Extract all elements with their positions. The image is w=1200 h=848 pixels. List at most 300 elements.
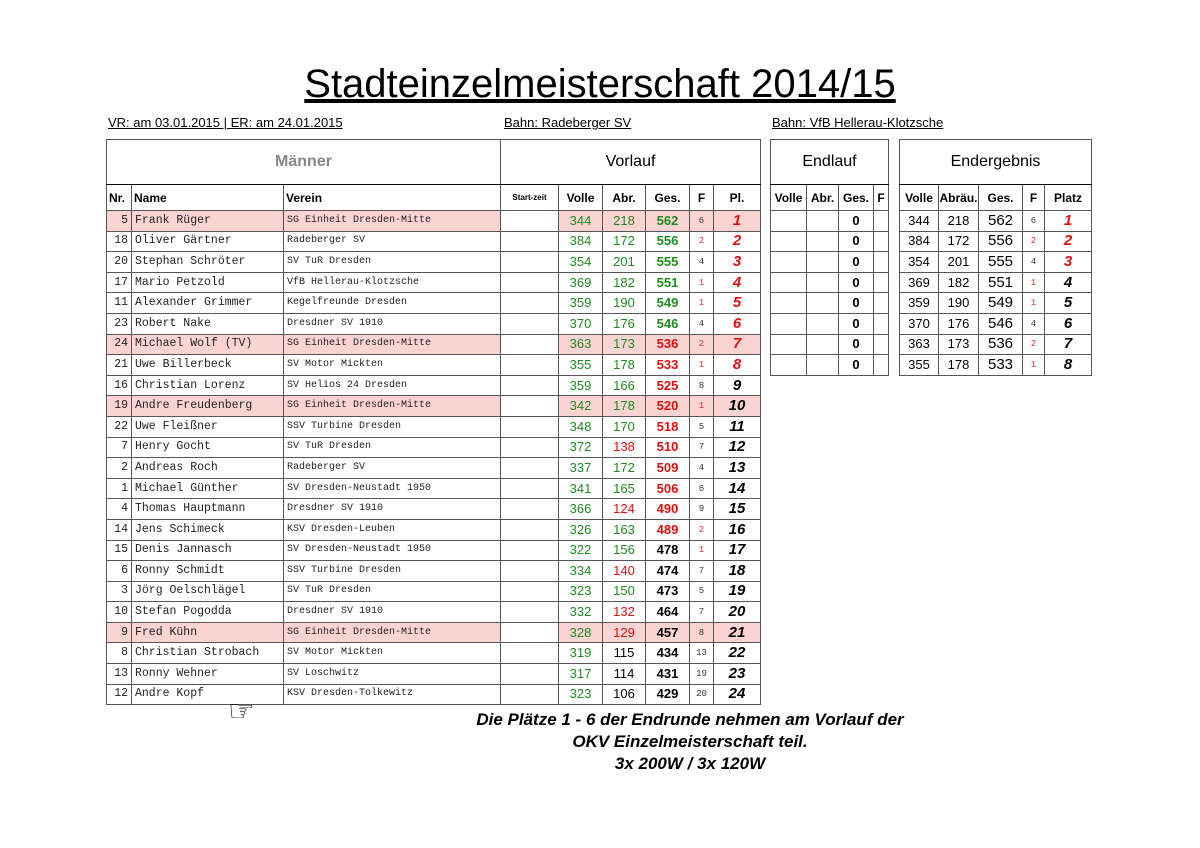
row-start-time bbox=[501, 499, 559, 520]
table-row bbox=[107, 478, 761, 499]
row-verein: SV TuR Dresden bbox=[284, 252, 501, 273]
note-line-1: Die Plätze 1 - 6 der Endrunde nehmen am Vorlauf der bbox=[476, 710, 904, 729]
row-f: 2 bbox=[1023, 334, 1045, 355]
row-f: 1 bbox=[690, 355, 714, 376]
row-abr: 201 bbox=[603, 252, 646, 273]
row-start-time bbox=[501, 581, 559, 602]
note-line-3: 3x 200W / 3x 120W bbox=[614, 754, 766, 773]
row-volle: 323 bbox=[559, 684, 603, 705]
row-verein: Kegelfreunde Dresden bbox=[284, 293, 501, 314]
table-row bbox=[107, 458, 761, 479]
row-abr: 115 bbox=[603, 643, 646, 664]
row-volle: 322 bbox=[559, 540, 603, 561]
row-platz: 2 bbox=[1045, 231, 1092, 252]
row-f: 4 bbox=[1023, 313, 1045, 334]
row-nr: 11 bbox=[107, 293, 132, 314]
row-ges: 562 bbox=[979, 211, 1023, 232]
row-f: 9 bbox=[690, 499, 714, 520]
row-volle: 334 bbox=[559, 561, 603, 582]
qualification-note bbox=[380, 709, 1000, 775]
row-name: Mario Petzold bbox=[132, 272, 284, 293]
row-volle bbox=[771, 231, 807, 252]
table-row bbox=[107, 540, 761, 561]
table-row bbox=[107, 272, 761, 293]
row-platz: 9 bbox=[714, 375, 761, 396]
endlauf-label: Endlauf bbox=[771, 140, 889, 185]
row-f: 1 bbox=[690, 540, 714, 561]
row-start-time bbox=[501, 540, 559, 561]
row-abr: 172 bbox=[603, 458, 646, 479]
table-row bbox=[771, 355, 889, 376]
page-title: Stadteinzelmeisterschaft 2014/15 bbox=[304, 62, 896, 106]
endlauf-col-volle: Volle bbox=[771, 185, 807, 211]
pointing-hand-icon: ☞ bbox=[228, 695, 255, 728]
row-abr: 173 bbox=[939, 334, 979, 355]
row-name: Stefan Pogodda bbox=[132, 602, 284, 623]
row-f: 8 bbox=[690, 622, 714, 643]
table-row bbox=[771, 272, 889, 293]
row-nr: 20 bbox=[107, 252, 132, 273]
row-abr: 182 bbox=[939, 272, 979, 293]
row-ges: 533 bbox=[979, 355, 1023, 376]
table-row bbox=[107, 252, 761, 273]
row-f: 7 bbox=[690, 561, 714, 582]
row-abr bbox=[807, 231, 839, 252]
row-ges: 506 bbox=[646, 478, 690, 499]
row-ges: 429 bbox=[646, 684, 690, 705]
table-row bbox=[107, 396, 761, 417]
row-start-time bbox=[501, 437, 559, 458]
row-verein: SV Dresden-Neustadt 1950 bbox=[284, 540, 501, 561]
row-f: 1 bbox=[1023, 272, 1045, 293]
row-name: Andreas Roch bbox=[132, 458, 284, 479]
table-row bbox=[107, 211, 761, 232]
row-f: 13 bbox=[690, 643, 714, 664]
row-nr: 14 bbox=[107, 519, 132, 540]
row-nr: 5 bbox=[107, 211, 132, 232]
row-name: Frank Rüger bbox=[132, 211, 284, 232]
row-platz: 8 bbox=[1045, 355, 1092, 376]
row-start-time bbox=[501, 355, 559, 376]
row-nr: 7 bbox=[107, 437, 132, 458]
row-abr bbox=[807, 334, 839, 355]
row-platz: 19 bbox=[714, 581, 761, 602]
row-name: Andre Freudenberg bbox=[132, 396, 284, 417]
row-f: 7 bbox=[690, 602, 714, 623]
row-platz: 6 bbox=[714, 313, 761, 334]
row-f bbox=[874, 272, 889, 293]
endergebnis-col-ges: Ges. bbox=[979, 185, 1023, 211]
row-verein: SV Dresden-Neustadt 1950 bbox=[284, 478, 501, 499]
row-nr: 15 bbox=[107, 540, 132, 561]
row-name: Andre Kopf bbox=[132, 684, 284, 705]
row-abr: 218 bbox=[939, 211, 979, 232]
row-nr: 16 bbox=[107, 375, 132, 396]
row-f bbox=[874, 313, 889, 334]
table-row bbox=[900, 334, 1092, 355]
row-start-time bbox=[501, 416, 559, 437]
row-abr: 201 bbox=[939, 252, 979, 273]
row-ges: 536 bbox=[979, 334, 1023, 355]
row-ges: 549 bbox=[646, 293, 690, 314]
row-ges: 478 bbox=[646, 540, 690, 561]
row-volle bbox=[771, 293, 807, 314]
col-header-verein: Verein bbox=[284, 185, 501, 211]
table-row bbox=[900, 313, 1092, 334]
row-platz: 22 bbox=[714, 643, 761, 664]
row-f: 2 bbox=[690, 334, 714, 355]
row-start-time bbox=[501, 519, 559, 540]
endlauf-col-ges: Ges. bbox=[839, 185, 874, 211]
col-header-name: Name bbox=[132, 185, 284, 211]
row-start-time bbox=[501, 211, 559, 232]
row-abr: 150 bbox=[603, 581, 646, 602]
row-volle: 342 bbox=[559, 396, 603, 417]
row-nr: 23 bbox=[107, 313, 132, 334]
row-f bbox=[874, 231, 889, 252]
row-name: Stephan Schröter bbox=[132, 252, 284, 273]
row-verein: SV Motor Mickten bbox=[284, 643, 501, 664]
row-verein: SV TuR Dresden bbox=[284, 437, 501, 458]
row-nr: 13 bbox=[107, 664, 132, 685]
row-start-time bbox=[501, 478, 559, 499]
row-volle: 332 bbox=[559, 602, 603, 623]
row-f: 1 bbox=[1023, 293, 1045, 314]
table-row bbox=[771, 334, 889, 355]
col-header-nr: Nr. bbox=[107, 185, 132, 211]
row-f: 6 bbox=[690, 478, 714, 499]
table-row bbox=[771, 252, 889, 273]
row-volle: 369 bbox=[900, 272, 939, 293]
row-volle: 341 bbox=[559, 478, 603, 499]
table-row bbox=[900, 252, 1092, 273]
row-abr: 129 bbox=[603, 622, 646, 643]
row-volle: 359 bbox=[900, 293, 939, 314]
row-verein: SSV Turbine Dresden bbox=[284, 561, 501, 582]
vorlauf-label: Vorlauf bbox=[501, 140, 761, 185]
row-name: Fred Kühn bbox=[132, 622, 284, 643]
row-ges: 0 bbox=[839, 231, 874, 252]
row-nr: 1 bbox=[107, 478, 132, 499]
row-nr: 19 bbox=[107, 396, 132, 417]
endlauf-table bbox=[770, 139, 889, 376]
row-f bbox=[874, 355, 889, 376]
row-ges: 556 bbox=[646, 231, 690, 252]
row-abr: 190 bbox=[603, 293, 646, 314]
row-platz: 4 bbox=[714, 272, 761, 293]
row-platz: 4 bbox=[1045, 272, 1092, 293]
row-ges: 510 bbox=[646, 437, 690, 458]
row-f: 1 bbox=[1023, 355, 1045, 376]
row-name: Jörg Oelschlägel bbox=[132, 581, 284, 602]
row-f bbox=[874, 252, 889, 273]
row-platz: 24 bbox=[714, 684, 761, 705]
row-platz: 1 bbox=[1045, 211, 1092, 232]
row-volle: 328 bbox=[559, 622, 603, 643]
row-volle: 370 bbox=[559, 313, 603, 334]
row-abr bbox=[807, 293, 839, 314]
row-volle: 369 bbox=[559, 272, 603, 293]
row-abr: 218 bbox=[603, 211, 646, 232]
row-name: Christian Lorenz bbox=[132, 375, 284, 396]
endergebnis-rows bbox=[900, 211, 1092, 376]
row-verein: SG Einheit Dresden-Mitte bbox=[284, 622, 501, 643]
row-ges: 518 bbox=[646, 416, 690, 437]
row-abr: 176 bbox=[939, 313, 979, 334]
row-volle: 384 bbox=[900, 231, 939, 252]
row-abr: 140 bbox=[603, 561, 646, 582]
row-abr bbox=[807, 355, 839, 376]
table-row bbox=[107, 313, 761, 334]
row-name: Michael Wolf (TV) bbox=[132, 334, 284, 355]
row-name: Thomas Hauptmann bbox=[132, 499, 284, 520]
row-volle: 354 bbox=[900, 252, 939, 273]
row-verein: VfB Hellerau-Klotzsche bbox=[284, 272, 501, 293]
row-f: 7 bbox=[690, 437, 714, 458]
group-label: Männer bbox=[107, 140, 501, 185]
row-abr: 165 bbox=[603, 478, 646, 499]
row-abr: 182 bbox=[603, 272, 646, 293]
row-abr: 176 bbox=[603, 313, 646, 334]
row-name: Oliver Gärtner bbox=[132, 231, 284, 252]
row-ges: 0 bbox=[839, 334, 874, 355]
row-abr: 178 bbox=[603, 355, 646, 376]
row-f: 6 bbox=[1023, 211, 1045, 232]
row-abr: 172 bbox=[603, 231, 646, 252]
row-volle bbox=[771, 211, 807, 232]
row-platz: 5 bbox=[714, 293, 761, 314]
row-name: Alexander Grimmer bbox=[132, 293, 284, 314]
row-verein: KSV Dresden-Tolkewitz bbox=[284, 684, 501, 705]
row-abr: 170 bbox=[603, 416, 646, 437]
table-row bbox=[107, 684, 761, 705]
row-verein: SV Loschwitz bbox=[284, 664, 501, 685]
row-ges: 556 bbox=[979, 231, 1023, 252]
row-verein: SSV Turbine Dresden bbox=[284, 416, 501, 437]
row-name: Denis Jannasch bbox=[132, 540, 284, 561]
row-nr: 12 bbox=[107, 684, 132, 705]
row-volle: 384 bbox=[559, 231, 603, 252]
table-row bbox=[107, 499, 761, 520]
row-abr: 190 bbox=[939, 293, 979, 314]
col-header-start: Start-zeit bbox=[501, 185, 559, 211]
table-row bbox=[900, 211, 1092, 232]
row-name: Uwe Fleißner bbox=[132, 416, 284, 437]
table-row bbox=[107, 561, 761, 582]
row-platz: 6 bbox=[1045, 313, 1092, 334]
row-ges: 0 bbox=[839, 252, 874, 273]
row-nr: 6 bbox=[107, 561, 132, 582]
row-platz: 16 bbox=[714, 519, 761, 540]
row-start-time bbox=[501, 334, 559, 355]
row-platz: 17 bbox=[714, 540, 761, 561]
row-volle: 319 bbox=[559, 643, 603, 664]
row-platz: 3 bbox=[1045, 252, 1092, 273]
row-volle: 366 bbox=[559, 499, 603, 520]
table-row bbox=[107, 231, 761, 252]
row-verein: SV Motor Mickten bbox=[284, 355, 501, 376]
row-ges: 520 bbox=[646, 396, 690, 417]
row-nr: 3 bbox=[107, 581, 132, 602]
row-name: Ronny Schmidt bbox=[132, 561, 284, 582]
row-abr: 172 bbox=[939, 231, 979, 252]
table-row bbox=[107, 437, 761, 458]
row-ges: 536 bbox=[646, 334, 690, 355]
table-row bbox=[107, 334, 761, 355]
col-header-pl: Pl. bbox=[714, 185, 761, 211]
row-ges: 555 bbox=[979, 252, 1023, 273]
row-ges: 474 bbox=[646, 561, 690, 582]
row-ges: 525 bbox=[646, 375, 690, 396]
col-header-ges: Ges. bbox=[646, 185, 690, 211]
table-row bbox=[107, 519, 761, 540]
table-row bbox=[900, 293, 1092, 314]
row-verein: SG Einheit Dresden-Mitte bbox=[284, 334, 501, 355]
row-nr: 17 bbox=[107, 272, 132, 293]
row-start-time bbox=[501, 458, 559, 479]
row-volle: 355 bbox=[559, 355, 603, 376]
row-volle: 363 bbox=[559, 334, 603, 355]
row-start-time bbox=[501, 375, 559, 396]
vorlauf-table bbox=[106, 139, 761, 705]
row-platz: 13 bbox=[714, 458, 761, 479]
row-volle bbox=[771, 272, 807, 293]
table-row bbox=[107, 664, 761, 685]
row-abr: 163 bbox=[603, 519, 646, 540]
row-ges: 490 bbox=[646, 499, 690, 520]
row-abr: 138 bbox=[603, 437, 646, 458]
row-ges: 562 bbox=[646, 211, 690, 232]
table-row bbox=[900, 231, 1092, 252]
row-nr: 10 bbox=[107, 602, 132, 623]
row-abr: 178 bbox=[939, 355, 979, 376]
row-ges: 551 bbox=[646, 272, 690, 293]
col-header-f: F bbox=[690, 185, 714, 211]
row-platz: 15 bbox=[714, 499, 761, 520]
table-row bbox=[771, 231, 889, 252]
row-platz: 14 bbox=[714, 478, 761, 499]
row-nr: 18 bbox=[107, 231, 132, 252]
row-verein: SG Einheit Dresden-Mitte bbox=[284, 211, 501, 232]
row-ges: 0 bbox=[839, 293, 874, 314]
row-volle: 344 bbox=[900, 211, 939, 232]
table-row bbox=[771, 211, 889, 232]
row-platz: 20 bbox=[714, 602, 761, 623]
row-name: Uwe Billerbeck bbox=[132, 355, 284, 376]
table-row bbox=[771, 313, 889, 334]
row-f: 2 bbox=[690, 231, 714, 252]
row-f: 4 bbox=[690, 252, 714, 273]
row-volle bbox=[771, 313, 807, 334]
row-platz: 23 bbox=[714, 664, 761, 685]
note-line-2: OKV Einzelmeisterschaft teil. bbox=[572, 732, 808, 751]
row-f: 4 bbox=[690, 313, 714, 334]
row-verein: SV Helios 24 Dresden bbox=[284, 375, 501, 396]
endergebnis-table bbox=[899, 139, 1092, 376]
row-abr bbox=[807, 211, 839, 232]
row-abr: 132 bbox=[603, 602, 646, 623]
row-verein: KSV Dresden-Leuben bbox=[284, 519, 501, 540]
row-start-time bbox=[501, 272, 559, 293]
table-row bbox=[900, 355, 1092, 376]
table-row bbox=[107, 622, 761, 643]
row-abr: 173 bbox=[603, 334, 646, 355]
row-volle: 344 bbox=[559, 211, 603, 232]
row-start-time bbox=[501, 231, 559, 252]
row-volle: 317 bbox=[559, 664, 603, 685]
row-volle: 355 bbox=[900, 355, 939, 376]
row-platz: 10 bbox=[714, 396, 761, 417]
row-name: Michael Günther bbox=[132, 478, 284, 499]
row-abr bbox=[807, 313, 839, 334]
row-verein: SV TuR Dresden bbox=[284, 581, 501, 602]
row-abr bbox=[807, 272, 839, 293]
row-platz: 1 bbox=[714, 211, 761, 232]
vorlauf-rows bbox=[107, 211, 761, 705]
row-ges: 464 bbox=[646, 602, 690, 623]
row-f: 8 bbox=[690, 375, 714, 396]
row-platz: 3 bbox=[714, 252, 761, 273]
row-f: 2 bbox=[1023, 231, 1045, 252]
row-name: Ronny Wehner bbox=[132, 664, 284, 685]
row-abr: 106 bbox=[603, 684, 646, 705]
row-ges: 0 bbox=[839, 313, 874, 334]
row-ges: 0 bbox=[839, 211, 874, 232]
row-volle bbox=[771, 252, 807, 273]
row-ges: 0 bbox=[839, 272, 874, 293]
table-row bbox=[900, 272, 1092, 293]
row-verein: Radeberger SV bbox=[284, 458, 501, 479]
col-header-abr: Abr. bbox=[603, 185, 646, 211]
row-start-time bbox=[501, 252, 559, 273]
row-volle: 370 bbox=[900, 313, 939, 334]
row-volle: 337 bbox=[559, 458, 603, 479]
table-row bbox=[107, 581, 761, 602]
row-ges: 546 bbox=[979, 313, 1023, 334]
row-platz: 11 bbox=[714, 416, 761, 437]
row-ges: 546 bbox=[646, 313, 690, 334]
endergebnis-col-platz: Platz bbox=[1045, 185, 1092, 211]
row-verein: Dresdner SV 1910 bbox=[284, 499, 501, 520]
row-ges: 509 bbox=[646, 458, 690, 479]
row-ges: 555 bbox=[646, 252, 690, 273]
table-row bbox=[107, 602, 761, 623]
bahn-endlauf-subtitle: Bahn: VfB Hellerau-Klotzsche bbox=[772, 115, 944, 130]
endergebnis-col-volle: Volle bbox=[900, 185, 939, 211]
row-volle: 359 bbox=[559, 293, 603, 314]
row-f: 4 bbox=[1023, 252, 1045, 273]
dates-subtitle: VR: am 03.01.2015 | ER: am 24.01.2015 bbox=[108, 115, 343, 130]
row-ges: 473 bbox=[646, 581, 690, 602]
row-f bbox=[874, 334, 889, 355]
row-start-time bbox=[501, 293, 559, 314]
row-platz: 7 bbox=[1045, 334, 1092, 355]
row-volle: 323 bbox=[559, 581, 603, 602]
row-f: 1 bbox=[690, 272, 714, 293]
row-volle: 354 bbox=[559, 252, 603, 273]
row-platz: 5 bbox=[1045, 293, 1092, 314]
row-platz: 18 bbox=[714, 561, 761, 582]
endergebnis-label: Endergebnis bbox=[900, 140, 1092, 185]
row-verein: Dresdner SV 1910 bbox=[284, 313, 501, 334]
row-ges: 533 bbox=[646, 355, 690, 376]
row-ges: 489 bbox=[646, 519, 690, 540]
endlauf-col-f: F bbox=[874, 185, 889, 211]
row-nr: 22 bbox=[107, 416, 132, 437]
row-verein: Dresdner SV 1910 bbox=[284, 602, 501, 623]
row-platz: 21 bbox=[714, 622, 761, 643]
row-ges: 0 bbox=[839, 355, 874, 376]
